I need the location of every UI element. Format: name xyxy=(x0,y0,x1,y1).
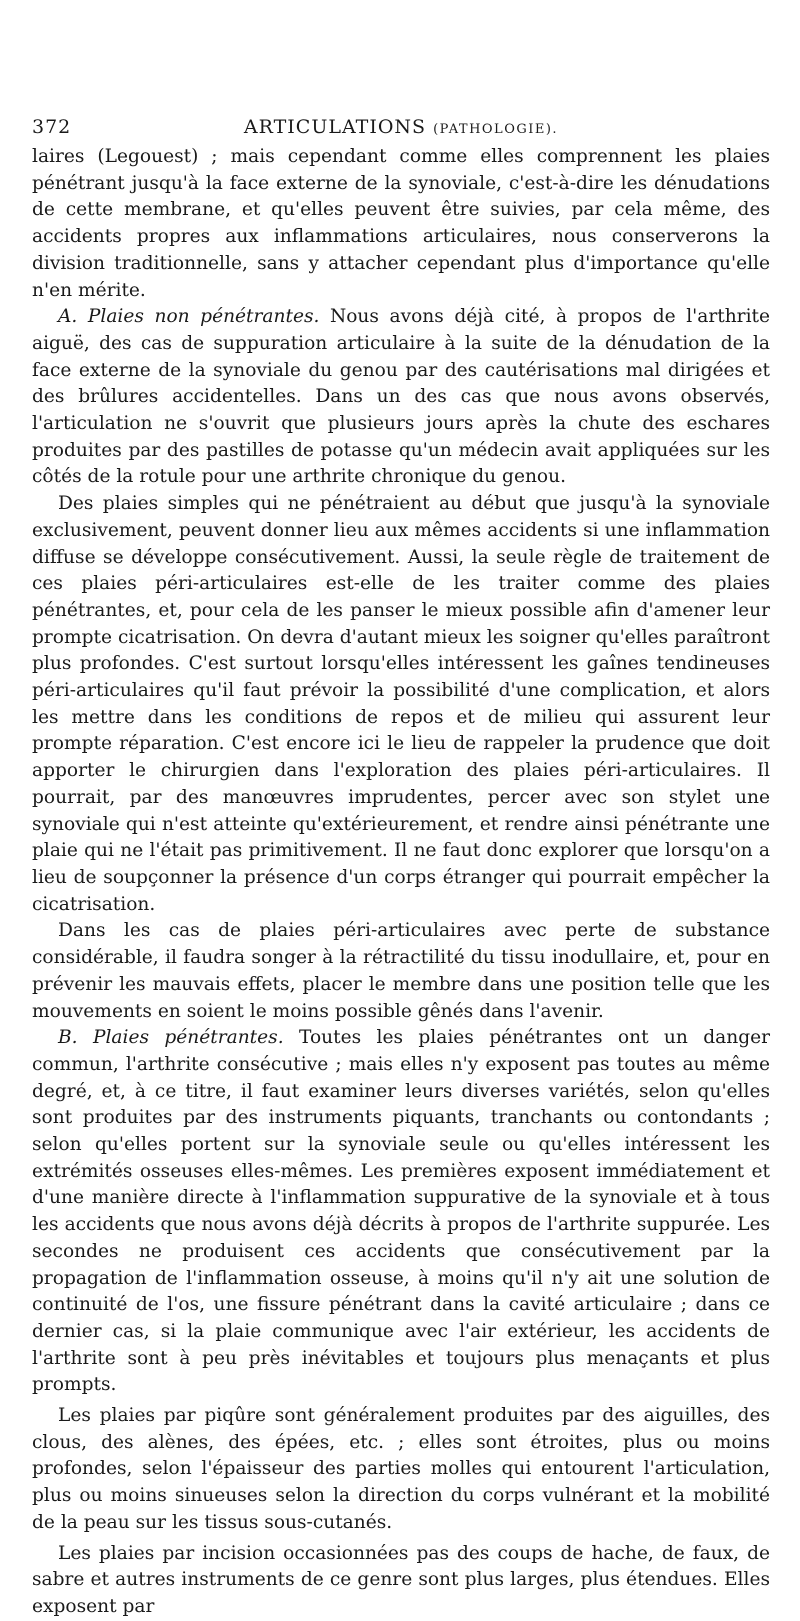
paragraph-text: Toutes les plaies pénétrantes ont un danger commun, l'arthrite consécutive ; mais elles n'y exposent pas toutes au même degré, et, à ce titre, il faut examiner leurs diverses variétés, selon qu'elles sont produites par des instruments piquants, tranchants ou contondants ; selon qu'elles portent sur la synoviale seule ou qu'elles intéressent les extrémités osseuses elles-mêmes. Les premières exposent immédiatement et d'une manière directe à l'inflammation suppurative de la synoviale et à tous les accidents que nous avons déjà décrits à propos de l'arthrite suppurée. Les secondes ne produisent ces accidents que consécutivement par la propagation de l'inflammation osseuse, à moins qu'il n'y ait une solution de continuité de l'os, une fissure pénétrant dans la cavité articulaire ; dans ce dernier cas, si la plaie communique avec l'air extérieur, les accidents de l'arthrite sont à peu près inévitables et toujours plus menaçants et plus prompts. xyxy=(32,1027,771,1396)
section-heading-a: A. Plaies non pénétrantes. xyxy=(58,306,320,328)
paragraph xyxy=(32,491,770,918)
paragraph xyxy=(32,144,770,304)
running-title-main: ARTICULATIONS xyxy=(243,116,427,138)
paragraph-text: Des plaies simples qui ne pénétraient au début que jusqu'à la synoviale exclusivement, peuvent donner lieu aux mêmes accidents si une inflammation diffuse se développe consécutivement. Aussi, la seule règle de traitement de ces plaies péri-articulaires est-elle de les traiter comme des plaies pénétrantes, et, pour cela de les panser le mieux possible afin d'amener leur prompte cicatrisation. On devra d'autant mieux les soigner qu'elles paraîtront plus profondes. C'est surtout lorsqu'elles intéressent les gaînes tendineuses péri-articulaires qu'il faut prévoir la possibilité d'une complication, et alors les mettre dans les conditions de repos et de milieu qui assurent leur prompte réparation. C'est encore ici le lieu de rappeler la prudence que doit apporter le chirurgien dans l'exploration des plaies péri-articulaires. Il pourrait, par des manœuvres imprudentes, percer avec son stylet une synoviale qui n'est atteinte qu'extérieurement, et rendre ainsi pénétrante une plaie qui ne l'était pas primitivement. Il ne faut donc explorer que lorsqu'on a lieu de soupçonner la présence d'un corps étranger qui pourrait empêcher la cicatrisation. xyxy=(32,493,770,915)
section-heading-b: B. Plaies pénétrantes. xyxy=(58,1027,284,1049)
paragraph-text: Nous avons déjà cité, à propos de l'arthrite aiguë, des cas de suppuration articulaire à la suite de la dénudation de la face externe de la synoviale du genou par des cautérisations mal dirigées et des brûlures accidentelles. Dans un des cas que nous avons observés, l'articulation ne s'ouvrit que plusieurs jours après la chute des eschares produites par des pastilles de potasse qu'un médecin avait appliquées sur les côtés de la rotule pour une arthrite chronique du genou. xyxy=(32,306,770,488)
paragraph xyxy=(32,1025,770,1399)
paragraph xyxy=(32,1403,770,1537)
paragraph-text: Dans les cas de plaies péri-articulaires avec perte de substance considérable, il faudra songer à la rétractilité du tissu inodullaire, et, pour en prévenir les mauvais effets, placer le membre dans une position telle que les mouvements en soient le moins possible gênés dans l'avenir. xyxy=(32,920,770,1022)
running-title-subtitle: (PATHOLOGIE). xyxy=(433,122,559,137)
paragraph xyxy=(32,304,770,491)
paragraph xyxy=(32,1541,770,1621)
running-title xyxy=(32,116,770,138)
paragraph-text: laires (Legouest) ; mais cependant comme elles comprennent les plaies pénétrant jusqu'à la face externe de la synoviale, c'est-à-dire les dénudations de cette membrane, et qu'elles peuvent être suivies, par cela même, des accidents propres aux inflammations articulaires, nous conserverons la division traditionnelle, sans y attacher cependant plus d'importance qu'elle n'en mérite. xyxy=(32,146,770,301)
paragraph-text: Les plaies par incision occasionnées pas des coups de hache, de faux, de sabre et autres instruments de ce genre sont plus larges, plus étendues. Elles exposent par xyxy=(32,1542,770,1617)
paragraph xyxy=(32,918,770,1025)
paragraph-text: Les plaies par piqûre sont généralement produites par des aiguilles, des clous, des alènes, des épées, etc. ; elles sont étroites, plus ou moins profondes, selon l'épaisseur des parties molles qui entourent l'articulation, plus ou moins sinueuses selon la direction du corps vulnérant et la mobilité de la peau sur les tissus sous-cutanés. xyxy=(32,1405,770,1533)
book-page xyxy=(32,108,770,1621)
body-text xyxy=(32,144,770,1621)
page-number: 372 xyxy=(32,116,72,138)
running-head xyxy=(32,108,770,144)
